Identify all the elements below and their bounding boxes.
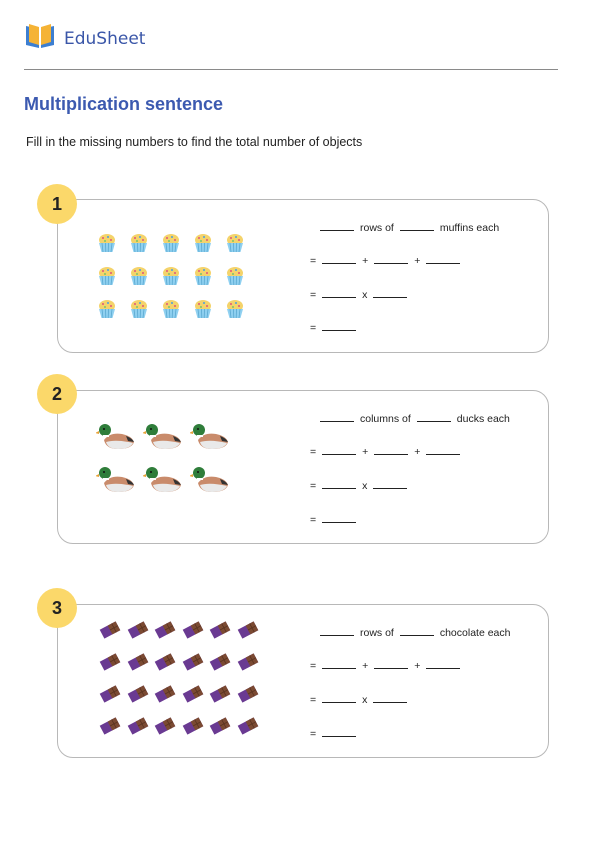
chocolate-icon xyxy=(182,653,204,676)
problem-number-badge: 1 xyxy=(37,184,77,224)
equals-sign: = xyxy=(310,728,317,740)
answer-blank[interactable] xyxy=(320,220,354,231)
chocolate-icon xyxy=(99,717,121,740)
muffin-icon xyxy=(192,265,214,292)
chocolate-icon xyxy=(237,621,259,644)
equals-sign: = xyxy=(310,255,317,267)
sentence-line-1 xyxy=(320,411,510,425)
equals-sign: = xyxy=(310,289,317,301)
muffin-icon xyxy=(96,298,118,325)
plus-sign: + xyxy=(414,660,421,672)
sentence-line-3 xyxy=(310,478,407,492)
chocolate-icon xyxy=(127,621,149,644)
sentence-line-4 xyxy=(310,512,356,526)
book-icon xyxy=(24,20,56,57)
equals-sign: = xyxy=(310,446,317,458)
answer-blank[interactable] xyxy=(374,253,408,264)
equals-sign: = xyxy=(310,514,317,526)
sentence-line-4 xyxy=(310,320,356,334)
chocolate-icon xyxy=(154,653,176,676)
chocolate-icon xyxy=(154,717,176,740)
sentence-line-2 xyxy=(310,444,460,458)
equals-sign: = xyxy=(310,322,317,334)
duck-icon xyxy=(190,422,230,457)
plus-sign: + xyxy=(414,446,421,458)
answer-blank[interactable] xyxy=(374,658,408,669)
muffin-icon xyxy=(160,232,182,259)
muffin-icon xyxy=(224,232,246,259)
chocolate-icon xyxy=(209,621,231,644)
plus-sign: + xyxy=(362,255,369,267)
answer-blank[interactable] xyxy=(322,444,356,455)
chocolate-icon xyxy=(99,653,121,676)
duck-icon xyxy=(96,465,136,500)
answer-blank[interactable] xyxy=(373,478,407,489)
chocolate-icon xyxy=(127,653,149,676)
sentence-line-1 xyxy=(320,220,499,234)
muffin-icon xyxy=(128,232,150,259)
chocolate-icon xyxy=(127,717,149,740)
chocolate-icon xyxy=(99,685,121,708)
chocolate-icon xyxy=(127,685,149,708)
chocolate-icon xyxy=(154,685,176,708)
equals-sign: = xyxy=(310,660,317,672)
page-title: Multiplication sentence xyxy=(24,94,224,114)
header-divider xyxy=(24,69,558,70)
answer-blank[interactable] xyxy=(426,253,460,264)
answer-blank[interactable] xyxy=(322,658,356,669)
sentence-word: rows of xyxy=(360,222,394,234)
brand-name: EduSheet xyxy=(64,28,146,49)
muffin-icon xyxy=(160,298,182,325)
answer-blank[interactable] xyxy=(374,444,408,455)
muffin-icon xyxy=(224,265,246,292)
answer-blank[interactable] xyxy=(322,320,356,331)
problem-number-badge: 3 xyxy=(37,588,77,628)
times-sign: x xyxy=(362,694,368,706)
chocolate-icon xyxy=(182,717,204,740)
equals-sign: = xyxy=(310,694,317,706)
sentence-word: ducks each xyxy=(456,413,510,425)
chocolate-icon xyxy=(209,685,231,708)
chocolate-icon xyxy=(209,717,231,740)
plus-sign: + xyxy=(414,255,421,267)
problem-number-badge: 2 xyxy=(37,374,77,414)
muffin-icon xyxy=(192,232,214,259)
equals-sign: = xyxy=(310,480,317,492)
sentence-word: rows of xyxy=(360,627,394,639)
answer-blank[interactable] xyxy=(373,692,407,703)
muffin-icon xyxy=(224,298,246,325)
chocolate-icon xyxy=(209,653,231,676)
sentence-line-2 xyxy=(310,253,460,267)
plus-sign: + xyxy=(362,446,369,458)
edusheet-logo xyxy=(24,20,145,57)
sentence-word: muffins each xyxy=(439,222,500,234)
answer-blank[interactable] xyxy=(322,512,356,523)
muffin-icon xyxy=(128,265,150,292)
sentence-line-3 xyxy=(310,287,407,301)
chocolate-icon xyxy=(182,685,204,708)
answer-blank[interactable] xyxy=(320,411,354,422)
muffin-icon xyxy=(160,265,182,292)
chocolate-icon xyxy=(237,717,259,740)
answer-blank[interactable] xyxy=(322,726,356,737)
answer-blank[interactable] xyxy=(426,658,460,669)
answer-blank[interactable] xyxy=(322,478,356,489)
duck-icon xyxy=(96,422,136,457)
answer-blank[interactable] xyxy=(400,625,434,636)
instructions: Fill in the missing numbers to find the total number of objects xyxy=(26,135,363,149)
answer-blank[interactable] xyxy=(320,625,354,636)
sentence-line-2 xyxy=(310,658,460,672)
duck-icon xyxy=(143,465,183,500)
answer-blank[interactable] xyxy=(373,287,407,298)
times-sign: x xyxy=(362,289,368,301)
muffin-icon xyxy=(192,298,214,325)
sentence-line-1 xyxy=(320,625,510,639)
times-sign: x xyxy=(362,480,368,492)
muffin-icon xyxy=(96,265,118,292)
sentence-word: columns of xyxy=(360,413,411,425)
answer-blank[interactable] xyxy=(322,287,356,298)
chocolate-icon xyxy=(237,685,259,708)
duck-icon xyxy=(190,465,230,500)
plus-sign: + xyxy=(362,660,369,672)
answer-blank[interactable] xyxy=(426,444,460,455)
duck-icon xyxy=(143,422,183,457)
sentence-word: chocolate each xyxy=(439,627,511,639)
chocolate-icon xyxy=(154,621,176,644)
answer-blank[interactable] xyxy=(400,220,434,231)
muffin-icon xyxy=(96,232,118,259)
muffin-icon xyxy=(128,298,150,325)
chocolate-icon xyxy=(237,653,259,676)
chocolate-icon xyxy=(99,621,121,644)
answer-blank[interactable] xyxy=(322,692,356,703)
answer-blank[interactable] xyxy=(322,253,356,264)
sentence-line-4 xyxy=(310,726,356,740)
answer-blank[interactable] xyxy=(417,411,451,422)
chocolate-icon xyxy=(182,621,204,644)
sentence-line-3 xyxy=(310,692,407,706)
